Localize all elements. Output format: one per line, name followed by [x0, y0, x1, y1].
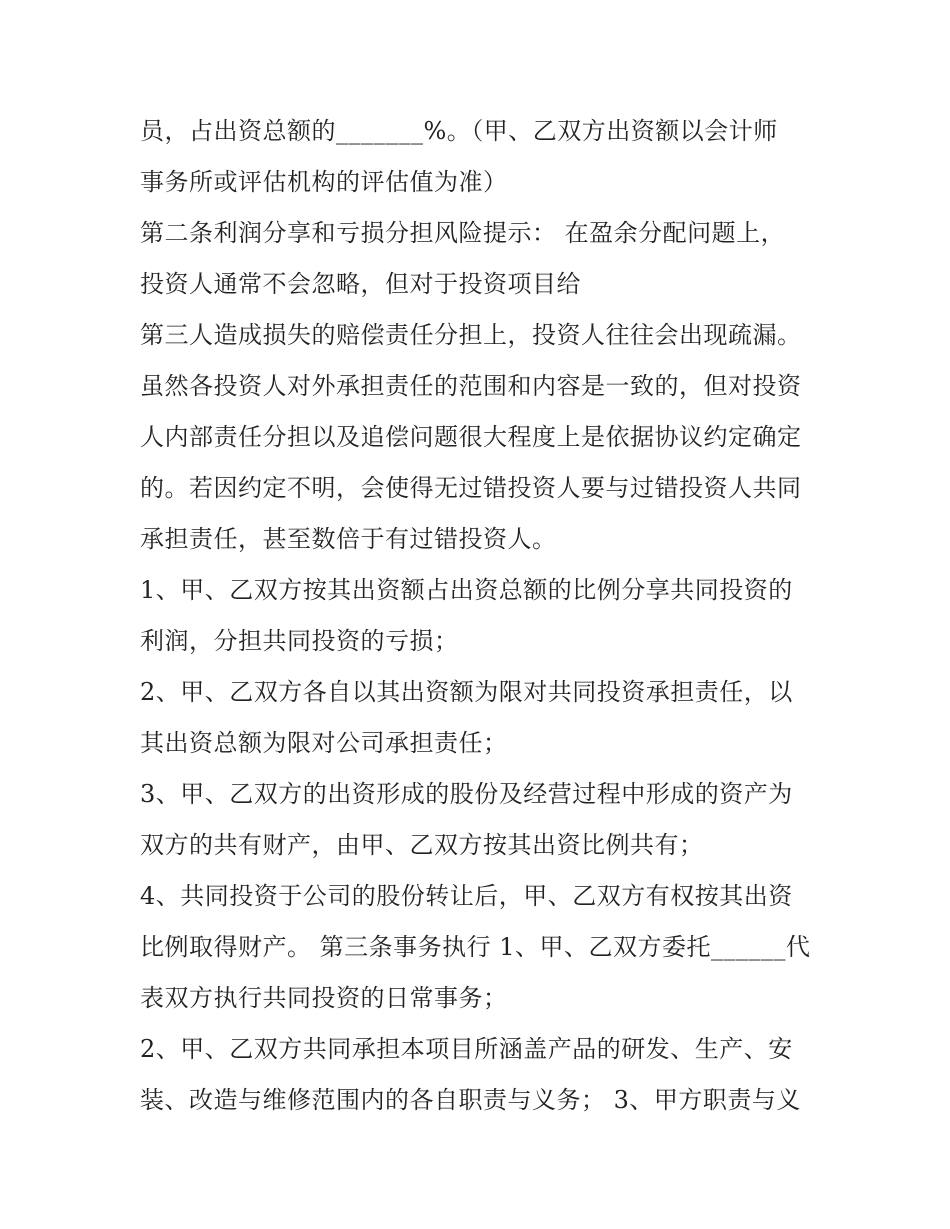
text-line-13: 其出资总额为限对公司承担责任； — [140, 729, 508, 757]
text-line-8: 的。若因约定不明，会使得无过错投资人要与过错投资人共同 — [140, 474, 802, 502]
text-line-5: 第三人造成损失的赔偿责任分担上，投资人往往会出现疏漏。 — [140, 321, 802, 349]
text-line-2: 事务所或评估机构的评估值为准） — [140, 168, 508, 196]
document-body — [140, 106, 830, 1126]
text-line-4: 投资人通常不会忽略，但对于投资项目给 — [140, 270, 581, 298]
text-line-20: 装、改造与维修范围内的各自职责与义务； 3、甲方职责与义 — [140, 1086, 801, 1114]
text-line-12: 2、甲、乙双方各自以其出资额为限对共同投资承担责任，以 — [140, 678, 793, 706]
text-line-1: 员，占出资总额的_______%。（甲、乙双方出资额以会计师 — [140, 117, 778, 145]
text-line-15: 双方的共有财产，由甲、乙双方按其出资比例共有； — [140, 831, 704, 859]
text-line-16: 4、共同投资于公司的股份转让后，甲、乙双方有权按其出资 — [140, 882, 793, 910]
text-line-19: 2、甲、乙双方共同承担本项目所涵盖产品的研发、生产、安 — [140, 1035, 793, 1063]
text-line-11: 利润，分担共同投资的亏损； — [140, 627, 459, 655]
text-line-14: 3、甲、乙双方的出资形成的股份及经营过程中形成的资产为 — [140, 780, 793, 808]
text-line-10: 1、甲、乙双方按其出资额占出资总额的比例分享共同投资的 — [140, 576, 793, 604]
text-line-6: 虽然各投资人对外承担责任的范围和内容是一致的，但对投资 — [140, 372, 802, 400]
text-line-18: 表双方执行共同投资的日常事务； — [140, 984, 508, 1012]
text-line-3: 第二条利润分享和亏损分担风险提示： 在盈余分配问题上， — [140, 219, 786, 247]
text-line-9: 承担责任，甚至数倍于有过错投资人。 — [140, 525, 557, 553]
text-line-7: 人内部责任分担以及追偿问题很大程度上是依据协议约定确定 — [140, 423, 802, 451]
text-line-17: 比例取得财产。 第三条事务执行 1、甲、乙双方委托______代 — [140, 933, 811, 961]
